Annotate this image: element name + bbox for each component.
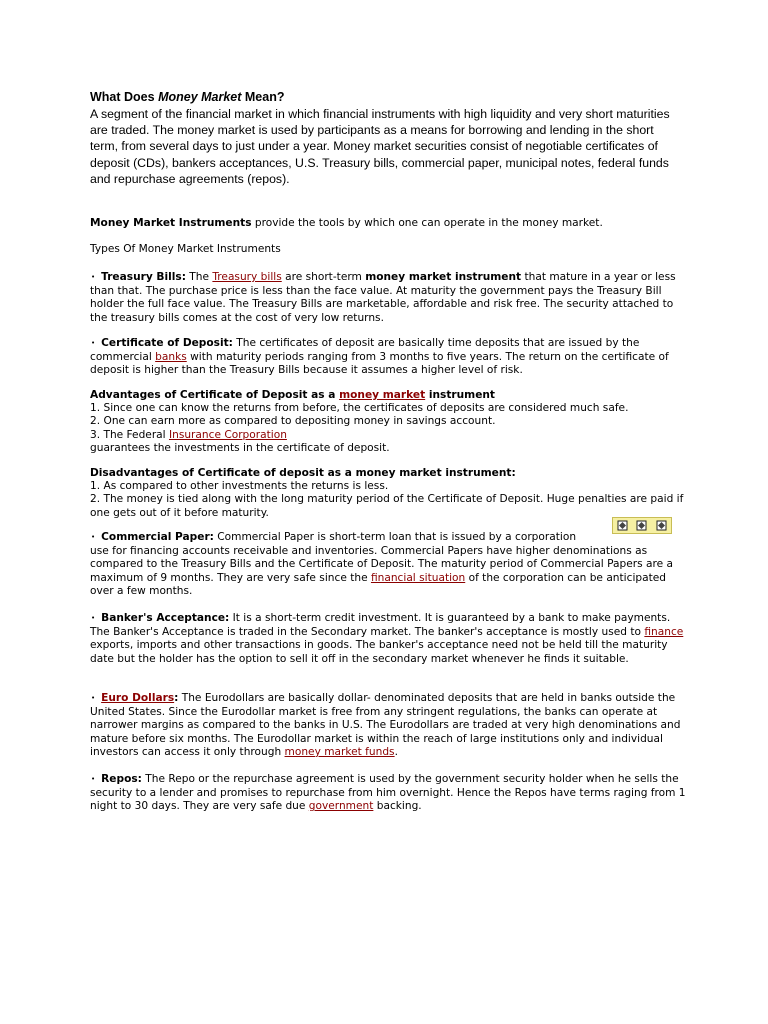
euro-dollars-item: • Euro Dollars: The Eurodollars are basically dollar- denominated deposits that are held in banks outside the United States. Since the Eurodollar market is free from any stringent regulations, the banks can operate at narrower margins as compared to the banks in U.S. The Eurodollars are traded at very high denominations and mature before six months. The Eurodollar market is within the reach of large institutions only and individual investors can access it only through money market funds.: [90, 692, 681, 758]
list-item: 3. The Federal Insurance Corporation: [90, 428, 287, 441]
list-item: 2. The money is tied along with the long maturity period of the Certificate of Deposit. Huge penalties are paid if one gets out of it before maturity.: [90, 493, 684, 519]
commercial-paper-item: • Commercial Paper: Commercial Paper is short-term loan that is issued by a corporation use for financing accounts receivable and inventories. Commercial Papers have higher denominations as compared to the Treasury Bills and the Certificate of Deposit. The maturity period of Commercial Papers are a maximum of 9 months. They are very safe since the financial situation of the corporation can be anticipated over a few months.: [90, 531, 673, 597]
insurance-corporation-link[interactable]: Insurance Corporation: [168, 428, 287, 441]
financial-situation-link[interactable]: financial situation: [370, 571, 466, 584]
treasury-bills-link[interactable]: Treasury bills: [212, 271, 282, 283]
bullet-icon: •: [91, 775, 96, 783]
list-item: 2. One can earn more as compared to depositing money in savings account.: [90, 415, 496, 428]
bullet-icon: •: [91, 533, 96, 541]
mmi-paragraph: Money Market Instruments provide the tools by which one can operate in the money market.: [90, 217, 603, 229]
list-item: 1. Since one can know the returns from before, the certificates of deposits are considered much safe.: [90, 402, 629, 415]
money-market-link[interactable]: money market: [339, 389, 426, 401]
advantages-section: [90, 389, 686, 455]
diamond-icon[interactable]: [636, 520, 647, 531]
bullet-icon: •: [91, 694, 96, 702]
diamond-icon[interactable]: [656, 520, 667, 531]
page-title: What Does Money Market Mean?: [90, 90, 285, 104]
treasury-bills-item: • Treasury Bills: The Treasury bills are short-term money market instrument that mature in a year or less than that. The purchase price is less than the face value. At maturity the government pays the Treasury Bill holder the full face value. The Treasury Bills are marketable, affordable and risk free. The security attached to the treasury bills comes at the cost of very low returns.: [90, 271, 676, 324]
disadvantages-section: [90, 467, 686, 520]
list-item: guarantees the investments in the certificate of deposit.: [90, 441, 390, 454]
government-link[interactable]: government: [308, 800, 374, 813]
certificate-of-deposit-item: • Certificate of Deposit: The certificates of deposit are basically time deposits that are issued by the commercial banks with maturity periods ranging from 3 months to five years. The return on the certificate of deposit is higher than the Treasury Bills because it assumes a higher level of risk.: [90, 337, 669, 377]
banks-link[interactable]: banks: [155, 351, 187, 364]
money-market-funds-link[interactable]: money market funds: [284, 745, 395, 758]
intro-paragraph: A segment of the financial market in which financial instruments with high liquidity and very short maturities are traded. The money market is used by participants as a means for borrowing and lending in the short term, from several days to just under a year. Money market securities consist of negotiable certificates of deposit (CDs), bankers acceptances, U.S. Treasury bills, commercial paper, municipal notes, federal funds and repurchase agreements (repos).: [90, 107, 670, 186]
finance-link[interactable]: finance: [644, 626, 684, 639]
bullet-icon: •: [91, 273, 96, 281]
types-title: Types Of Money Market Instruments: [90, 243, 281, 255]
repos-item: • Repos: The Repo or the repurchase agreement is used by the government security holder when he sells the security to a lender and promises to repurchase from him overnight. Hence the Repos have terms raging from 1 night to 30 days. They are very safe due government backing.: [90, 773, 686, 813]
advantages-title: Advantages of Certificate of Deposit as a money market instrument: [90, 389, 495, 401]
diamond-icon[interactable]: [617, 520, 628, 531]
disadvantages-title: Disadvantages of Certificate of deposit as a money market instrument:: [90, 467, 516, 479]
list-item: 1. As compared to other investments the returns is less.: [90, 480, 389, 493]
bullet-icon: •: [91, 339, 96, 347]
euro-dollars-link[interactable]: Euro Dollars: [101, 692, 175, 704]
bankers-acceptance-item: • Banker's Acceptance: It is a short-term credit investment. It is guaranteed by a bank to make payments. The Banker's Acceptance is traded in the Secondary market. The banker's acceptance is mostly used to finance exports, imports and other transactions in goods. The banker's acceptance need not be held till the maturity date but the holder has the option to sell it off in the secondary market whenever he finds it suitable.: [90, 612, 684, 665]
bullet-icon: •: [91, 614, 96, 622]
